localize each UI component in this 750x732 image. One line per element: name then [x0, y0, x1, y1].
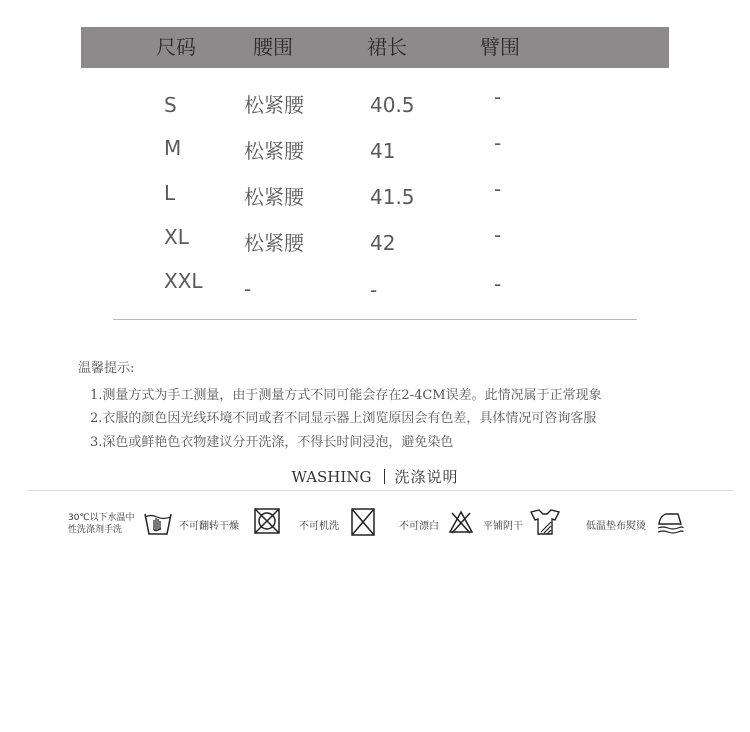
table-divider — [113, 319, 637, 320]
cell-arm: - — [494, 131, 502, 155]
cell-length: 42 — [370, 231, 396, 255]
header-size: 尺码 — [156, 35, 196, 59]
notes-title: 温馨提示: — [78, 361, 135, 376]
care-label: 平铺阴干 — [483, 521, 523, 532]
cell-length: 41 — [370, 139, 396, 163]
care-label-line: 性洗涤剂手洗 — [68, 525, 123, 535]
hand-wash-icon — [143, 508, 173, 536]
note-item: 3.深色或鲜艳色衣物建议分开洗涤，不得长时间浸泡，避免染色 — [90, 435, 454, 450]
care-label-line: 30℃以下水温中 — [68, 513, 135, 523]
cell-size: L — [164, 181, 176, 205]
care-label: 不可机洗 — [299, 521, 339, 532]
note-item: 1.测量方式为手工测量，由于测量方式不同可能会存在2-4CM误差。此情况属于正常现象 — [90, 388, 602, 403]
cell-arm: - — [494, 177, 502, 201]
table-row — [0, 266, 750, 302]
flat-dry-shade-icon — [529, 508, 561, 536]
cell-waist: - — [244, 277, 252, 301]
table-row — [0, 177, 750, 212]
table-row — [0, 223, 750, 258]
cell-size: XXL — [164, 269, 203, 293]
table-row — [0, 85, 750, 120]
note-item: 2.衣服的颜色因光线环境不同或者不同显示器上浏览原因会有色差，具体情况可咨询客服 — [90, 411, 597, 426]
washing-title — [0, 466, 750, 487]
no-tumble-dry-icon — [254, 508, 280, 534]
washing-separator — [384, 469, 385, 484]
header-length: 裙长 — [367, 35, 407, 59]
cell-size: XL — [164, 225, 189, 249]
cell-size: M — [164, 136, 182, 160]
care-label: 低温垫布熨烫 — [586, 521, 646, 532]
care-label: 不可漂白 — [399, 521, 439, 532]
cell-arm: - — [494, 272, 502, 296]
washing-title-en: WASHING — [291, 468, 372, 486]
washing-title-cn: 洗涤说明 — [394, 468, 459, 486]
cell-waist: 松紧腰 — [244, 93, 304, 117]
washing-divider — [28, 490, 734, 491]
size-table-header — [81, 27, 669, 68]
care-label: 不可翻转干燥 — [179, 521, 239, 532]
cell-waist: 松紧腰 — [244, 139, 304, 163]
care-label — [68, 512, 135, 536]
header-waist: 腰围 — [253, 35, 293, 59]
table-row — [0, 131, 750, 166]
cell-length: 41.5 — [370, 185, 415, 209]
cell-size: S — [164, 93, 177, 117]
cell-length: - — [370, 278, 378, 302]
no-machine-wash-icon — [351, 508, 375, 536]
cell-length: 40.5 — [370, 93, 415, 117]
cell-arm: - — [494, 85, 502, 109]
cell-waist: 松紧腰 — [244, 231, 304, 255]
cell-waist: 松紧腰 — [244, 185, 304, 209]
cell-arm: - — [494, 223, 502, 247]
low-iron-cloth-icon — [656, 510, 684, 536]
no-bleach-icon — [448, 510, 474, 534]
header-arm: 臂围 — [480, 35, 520, 59]
